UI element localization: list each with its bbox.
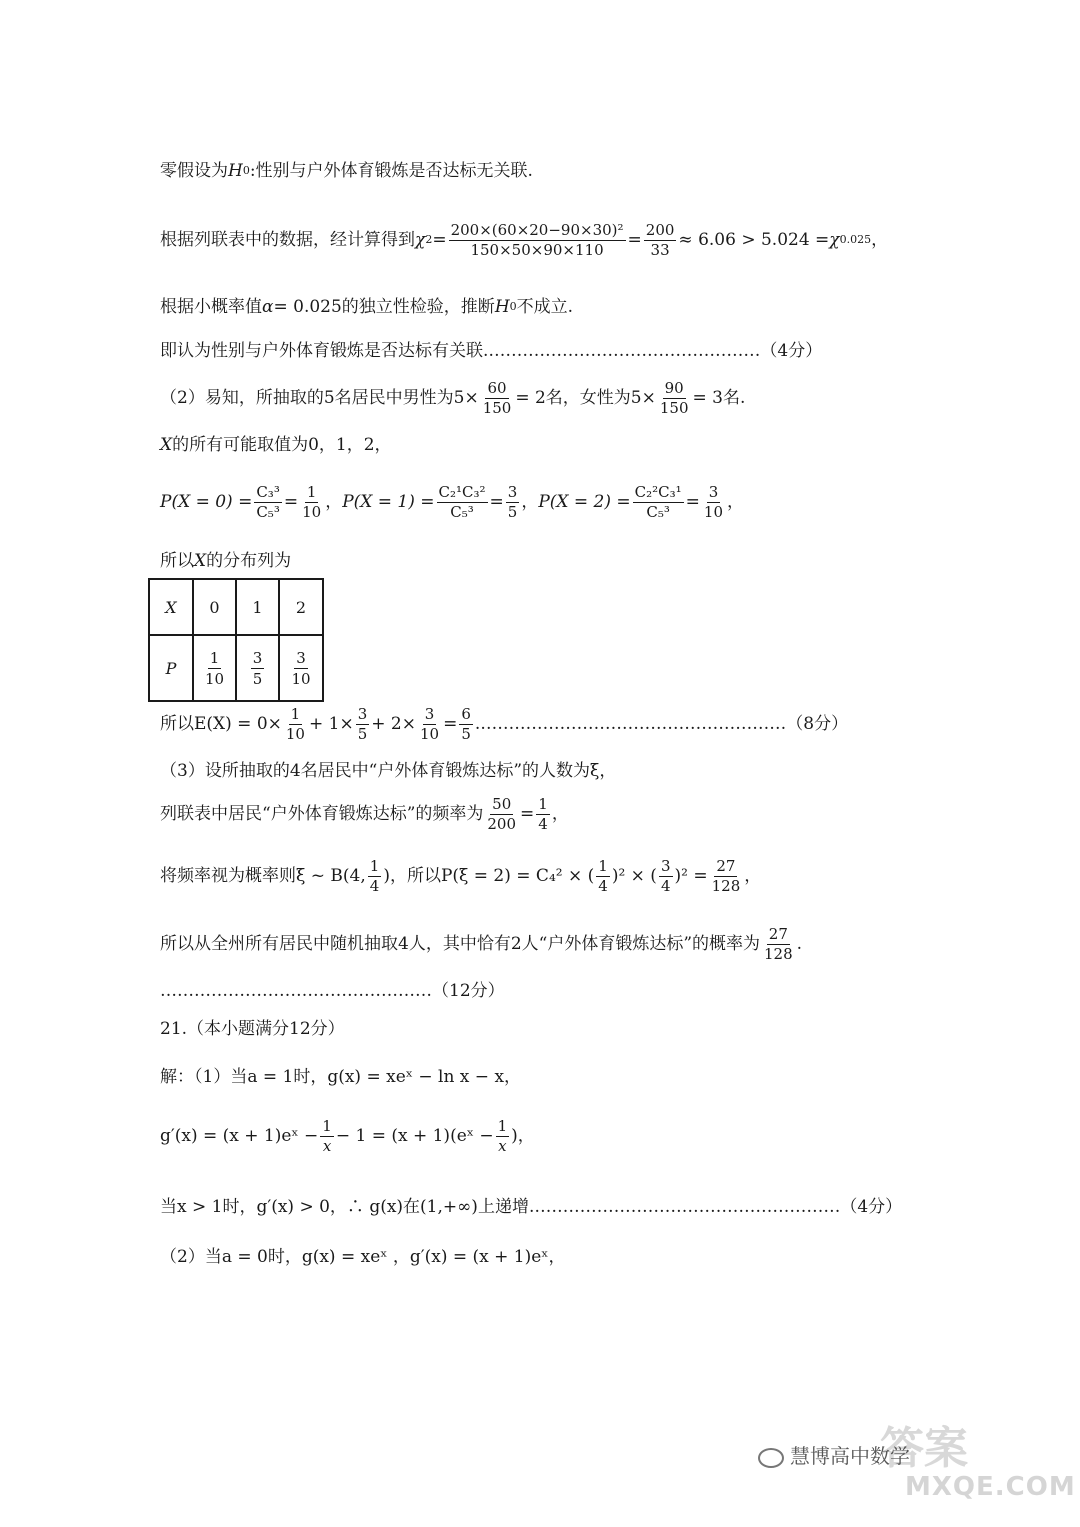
table-cell (236, 635, 279, 701)
text-line-9 (160, 706, 848, 742)
text: 所以 (160, 551, 194, 571)
numerator: C₂²C₃¹ (634, 483, 682, 501)
score-label: （4分） (760, 341, 823, 361)
text: （2）当a = 0时，g(x) = xeˣ ，g′(x) = (x + 1)eˣ， (160, 1247, 566, 1267)
fraction (659, 858, 673, 894)
table-cell (279, 635, 323, 701)
text-line-5 (160, 380, 745, 416)
text: )² = (674, 865, 708, 886)
subscript: 0 (509, 300, 517, 314)
symbol: H (228, 161, 243, 181)
text-line-10 (160, 762, 616, 781)
denominator: 5 (461, 724, 471, 743)
subscript: 0 (242, 164, 250, 178)
text: = (489, 491, 504, 512)
text: ≈ 6.06 > 5.024 = (678, 229, 830, 250)
numerator: 200 (645, 221, 675, 239)
watermark-text: 慧博高中数学 (790, 1444, 910, 1468)
numerator: 1 (290, 705, 301, 723)
denominator: 10 (204, 669, 225, 688)
symbol: χ (829, 229, 840, 250)
text-line-19 (160, 1248, 566, 1267)
numerator: C₂¹C₃² (438, 483, 486, 501)
denominator: C₅³ (646, 502, 670, 521)
table-cell: P (149, 635, 193, 701)
text: . (796, 933, 803, 954)
fraction (203, 649, 226, 688)
fraction (449, 222, 626, 258)
symbol: α (262, 297, 274, 317)
fraction (658, 380, 691, 416)
denominator: 10 (291, 669, 311, 688)
fraction (437, 484, 488, 520)
text: 列联表中居民“户外体育锻炼达标”的频率为 (160, 803, 484, 824)
denominator: 10 (302, 502, 322, 521)
text: )，所以P(ξ = 2) = C₄² × ( (383, 865, 595, 886)
fraction (710, 858, 743, 894)
text: 21.（本小题满分12分） (160, 1019, 345, 1039)
denominator: 4 (538, 814, 548, 833)
fraction (418, 706, 441, 742)
numerator: 1 (209, 648, 220, 667)
denominator: 150 (482, 398, 512, 417)
numerator: C₃³ (256, 483, 280, 501)
symbol: χ (415, 229, 426, 250)
fraction (485, 796, 518, 832)
text: 的所有可能取值为0，1，2， (172, 435, 392, 455)
distribution-table (148, 578, 324, 702)
fraction (284, 706, 307, 742)
denominator: x (322, 1136, 332, 1155)
denominator: C₅³ (450, 502, 474, 521)
text: . (474, 713, 481, 734)
denominator: 4 (598, 876, 608, 895)
text-line-3 (160, 298, 573, 317)
text-line-14 (160, 982, 505, 1001)
watermark-logo: 答案 (880, 1423, 968, 1474)
text: + 1× (308, 713, 354, 734)
fraction (289, 649, 312, 688)
text: − 1 = (x + 1)(eˣ − (335, 1125, 494, 1146)
fraction (254, 484, 282, 520)
text: ， (744, 865, 762, 886)
denominator: 128 (764, 944, 793, 963)
denominator: 5 (507, 502, 518, 521)
denominator: 200 (487, 814, 517, 833)
text: ， (551, 803, 569, 824)
numerator: 200×(60×20−90×30)² (450, 221, 624, 239)
denominator: x (498, 1136, 507, 1155)
watermark-url: MXQE.COM (905, 1472, 1076, 1502)
fraction (356, 706, 370, 742)
numerator: 27 (716, 857, 736, 875)
text: 解：（1）当a = 1时，g(x) = xeˣ − ln x − x， (160, 1067, 522, 1087)
table-cell: 0 (193, 579, 236, 635)
symbol: X (194, 551, 207, 571)
numerator: 3 (296, 648, 306, 667)
denominator: 4 (660, 876, 671, 895)
text: ， (727, 491, 745, 512)
denominator: 150×50×90×110 (470, 240, 604, 259)
text-line-1 (160, 162, 533, 181)
fraction (596, 858, 610, 894)
score-label: （4分） (840, 1197, 903, 1217)
text-line-12 (160, 858, 761, 894)
fraction (320, 1118, 334, 1154)
numerator: 1 (322, 1117, 332, 1135)
denominator: 5 (357, 724, 368, 743)
table-row (149, 635, 323, 701)
numerator: 3 (424, 705, 435, 723)
text: = 0.025的独立性检验，推断 (273, 297, 495, 317)
text: （3）设所抽取的4名居民中“户外体育锻炼达标”的人数为ξ， (160, 761, 617, 781)
numerator: 1 (306, 483, 317, 501)
fraction (459, 706, 473, 742)
text: = (520, 803, 535, 824)
text: ， (325, 491, 343, 512)
text-line-13 (160, 926, 802, 962)
section-heading (160, 1020, 345, 1039)
fraction (633, 484, 684, 520)
numerator: 3 (660, 857, 671, 875)
text: 不成立. (516, 297, 574, 317)
text-line-7 (160, 484, 744, 520)
dot-leader: ……………………………………………… (534, 1197, 841, 1217)
numerator: 60 (487, 379, 507, 397)
fraction (644, 222, 677, 258)
text: :性别与户外体育锻炼是否达标无关联. (249, 161, 533, 181)
denominator: 10 (419, 724, 440, 743)
text-line-18 (160, 1198, 902, 1217)
dot-leader: ………………………………………… (160, 981, 432, 1001)
text: = 2名，女性为5× (515, 387, 656, 408)
numerator: 1 (538, 795, 548, 813)
symbol: H (494, 297, 510, 317)
numerator: 1 (369, 857, 380, 875)
text: = (283, 491, 299, 512)
numerator: 90 (664, 379, 684, 397)
superscript: 2 (425, 232, 433, 246)
text: 当x > 1时，g′(x) > 0，∴ g(x)在(1,+∞)上递增. (160, 1197, 535, 1217)
fraction (536, 796, 550, 832)
text: 的分布列为 (206, 551, 292, 571)
numerator: 27 (768, 925, 788, 943)
text: 即认为性别与户外体育锻炼是否达标有关联. (160, 341, 489, 361)
watermark-account (758, 1440, 910, 1469)
text: P(X = 1) = (342, 491, 435, 512)
text-line-6 (160, 436, 392, 455)
subscript: 0.025 (839, 232, 872, 246)
fraction (496, 1118, 510, 1154)
text-line-4 (160, 342, 822, 361)
text-line-11 (160, 796, 569, 832)
text: = 3名. (692, 387, 746, 408)
denominator: 128 (711, 876, 741, 895)
numerator: 3 (708, 483, 719, 501)
text-line-8 (160, 552, 291, 571)
fraction (481, 380, 514, 416)
dot-leader: ………………………………………… (488, 341, 761, 361)
score-label: （12分） (432, 981, 505, 1001)
denominator: 33 (650, 240, 670, 259)
table-cell: X (149, 579, 193, 635)
denominator: 4 (369, 876, 380, 895)
text: = (432, 229, 447, 250)
text: = (685, 491, 700, 512)
text: )， (511, 1125, 535, 1146)
denominator: 10 (285, 724, 305, 743)
text: = (443, 713, 458, 734)
text: P(X = 2) = (538, 491, 631, 512)
fraction (300, 484, 323, 520)
text: 将频率视为概率则ξ ~ B(4, (160, 865, 366, 886)
table-cell (193, 635, 236, 701)
text: g′(x) = (x + 1)eˣ − (160, 1125, 319, 1146)
numerator: 3 (357, 705, 368, 723)
symbol: X (160, 435, 173, 455)
fraction (762, 926, 795, 962)
denominator: 150 (659, 398, 689, 417)
fraction (702, 484, 725, 520)
denominator: 10 (703, 502, 724, 521)
text-line-2 (160, 222, 888, 258)
wechat-icon (758, 1448, 784, 1468)
text: 所以E(X) = 0× (160, 713, 282, 734)
dot-leader: ……………………………………………… (480, 713, 787, 734)
denominator: C₅³ (256, 502, 280, 521)
text-line-17 (160, 1118, 535, 1154)
text: + 2× (371, 713, 416, 734)
text: 所以从全州所有居民中随机抽取4人，其中恰有2人“户外体育锻炼达标”的概率为 (160, 933, 761, 954)
text: 零假设为 (160, 161, 228, 181)
text: ， (521, 491, 539, 512)
numerator: 1 (497, 1117, 508, 1135)
numerator: 1 (598, 857, 608, 875)
table-cell: 1 (236, 579, 279, 635)
table-cell: 2 (279, 579, 323, 635)
numerator: 6 (461, 705, 471, 723)
text: 根据小概率值 (160, 297, 262, 317)
text: 根据列联表中的数据，经计算得到 (160, 229, 415, 250)
fraction (251, 649, 265, 688)
text-line-16 (160, 1068, 521, 1087)
numerator: 3 (507, 483, 518, 501)
fraction (368, 858, 382, 894)
table-row (149, 579, 323, 635)
text: （2）易知，所抽取的5名居民中男性为5× (160, 387, 479, 408)
text: )² × ( (611, 865, 657, 886)
numerator: 3 (252, 648, 263, 667)
text: ， (871, 229, 889, 250)
denominator: 5 (252, 669, 263, 688)
score-label: （8分） (786, 713, 849, 734)
numerator: 50 (492, 795, 512, 813)
fraction (506, 484, 520, 520)
text: = (627, 229, 642, 250)
text: P(X = 0) = (160, 491, 253, 512)
